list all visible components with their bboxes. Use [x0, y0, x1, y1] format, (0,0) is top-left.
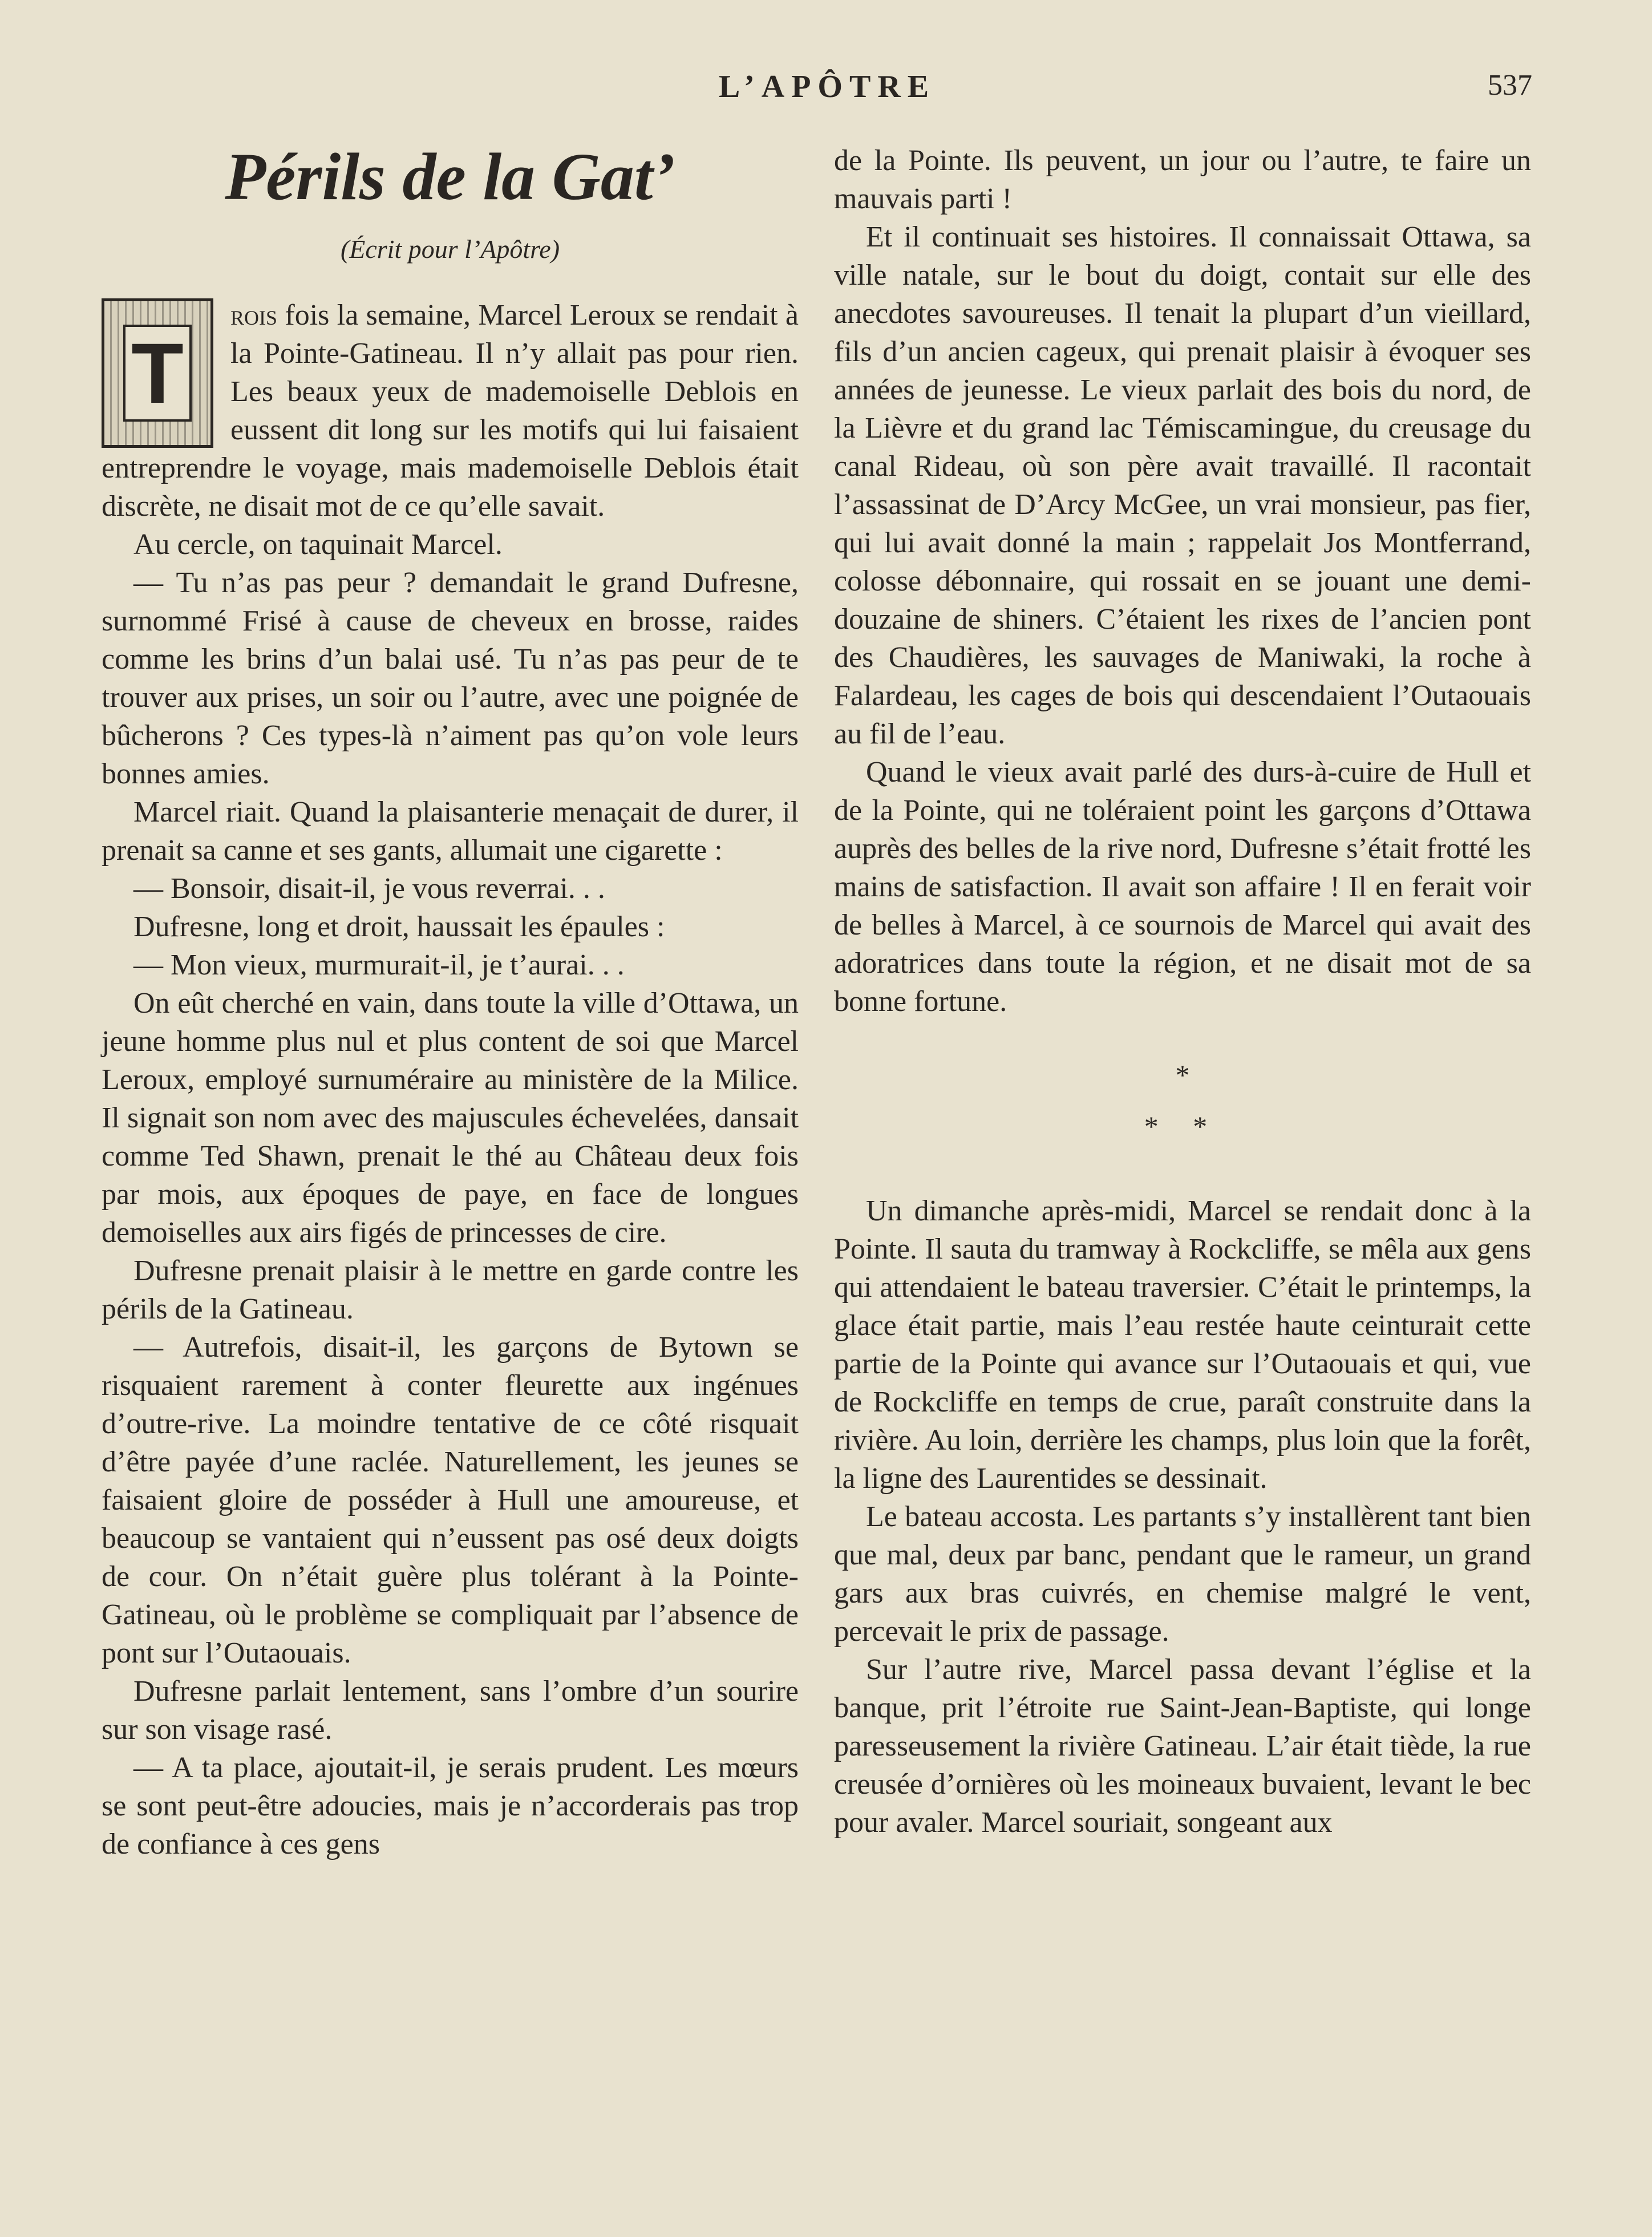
- paragraph: — Mon vieux, murmurait-il, je t’aurai. . .: [133, 948, 625, 981]
- paragraph: On eût cherché en vain, dans toute la ville d’Ottawa, un jeune homme plus nul et plus content de soi que Marcel Leroux, employé surnuméraire au ministère de la Milice. Il signait son nom avec des majuscules échevelées, dansait comme Ted Shawn, prenait le thé au Château deux fois par mois, aux époques de paye, en face de longues demoiselles aux airs figés de princesses de cire.: [102, 986, 799, 1249]
- paragraph: Le bateau accosta. Les partants s’y installèrent tant bien que mal, deux par banc, pendant que le rameur, un grand gars aux bras cuivrés, en chemise malgré le vent, percevait le prix de passage.: [834, 1500, 1531, 1648]
- paragraph-text: fois la semaine, Marcel Leroux se rendait à la Pointe-Gatineau. Il n’y allait pas pour rien. Les beaux yeux de mademoiselle Deblois en eussent dit long sur les motifs qui lui faisaient entreprendre le voyage, mais mademoiselle Deblois était discrète, ne disait mot de ce qu’elle savait.: [102, 298, 799, 523]
- paragraph: — Autrefois, disait-il, les garçons de Bytown se risquaient rarement à conter fleurette aux ingénues d’outre-rive. La moindre tentative de ce côté risquait d’être payée d’une raclée. Naturellement, les jeunes se faisaient gloire de posséder à Hull une amoureuse, et beaucoup se vantaient qui n’eussent pas osé deux doigts de cour. On n’était guère plus tolérant à la Pointe-Gatineau, où le problème se compliquait par l’absence de pont sur l’Outaouais.: [102, 1330, 799, 1669]
- ornamental-drop-cap: [102, 298, 213, 448]
- paragraph: Dufresne, long et droit, haussait les épaules :: [133, 910, 665, 943]
- drop-cap-letter: T: [131, 325, 184, 421]
- paragraph: Dufresne prenait plaisir à le mettre en garde contre les périls de la Gatineau.: [102, 1254, 799, 1325]
- page-number: 537: [1488, 69, 1532, 102]
- paragraph: — Bonsoir, disait-il, je vous reverrai. . .: [133, 872, 605, 905]
- section-break-asterism: [834, 1061, 1531, 1140]
- running-title: L’APÔTRE: [718, 69, 936, 104]
- first-word-rest: rois: [230, 298, 278, 331]
- paragraph: Sur l’autre rive, Marcel passa devant l’église et la banque, prit l’étroite rue Saint-Jean-Baptiste, qui longe paresseusement la rivière Gatineau. L’air était tiède, la rue creusée d’ornières où les moineaux buvaient, levant le bec pour avaler. Marcel souriait, songeant aux: [834, 1653, 1531, 1839]
- opening-paragraph-wrap: [102, 296, 799, 525]
- article-title: Périls de la Gat’: [225, 139, 675, 214]
- asterism-top: *: [1175, 1059, 1190, 1091]
- right-column: [834, 141, 1531, 1842]
- paragraph: Marcel riait. Quand la plaisanterie menaçait de durer, il prenait sa canne et ses gants, allumait une cigarette :: [102, 795, 799, 867]
- paragraph: Un dimanche après-midi, Marcel se rendait donc à la Pointe. Il sauta du tramway à Rockcliffe, se mêla aux gens qui attendaient le bateau traversier. C’était le printemps, la glace était partie, mais l’eau restée haute ceinturait cette partie de la Pointe qui avance sur l’Outaouais et qui, vue de Rockcliffe en temps de crue, paraît construite dans la rivière. Au loin, derrière les champs, plus loin que la forêt, la ligne des Laurentides se dessinait.: [834, 1195, 1531, 1495]
- paragraph: Quand le vieux avait parlé des durs-à-cuire de Hull et de la Pointe, qui ne toléraient point les garçons d’Ottawa auprès des belles de la rive nord, Dufresne s’était frotté les mains de satisfaction. Il avait son affaire ! Il en ferait voir de belles à Marcel, à ce sournois de Marcel qui avait des adoratrices dans toute la région, et ne disait mot de sa bonne fortune.: [834, 756, 1531, 1018]
- left-column: [102, 141, 799, 1863]
- paragraph: — A ta place, ajoutait-il, je serais prudent. Les mœurs se sont peut-être adoucies, mais je n’accorderais pas trop de confiance à ces gens: [102, 1751, 799, 1860]
- paragraph: Au cercle, on taquinait Marcel.: [133, 528, 503, 561]
- paragraph: Et il continuait ses histoires. Il connaissait Ottawa, sa ville natale, sur le bout du doigt, contait sur elle des anecdotes savoureuses. Il tenait la plupart d’un vieillard, fils d’un ancien cageux, qui prenait plaisir à évoquer ses années de jeunesse. Le vieux parlait des bois du nord, de la Lièvre et du grand lac Témiscamingue, du creusage du canal Rideau, où son père avait travaillé. Il racontait l’assassinat de D’Arcy McGee, un vrai monsieur, pas fier, qui lui avait donné la main ; rappelait Jos Montferrand, colosse débonnaire, qui rossait en se jouant une demi-douzaine de shiners. C’étaient les rixes de l’ancien pont des Chaudières, les sauvages de Maniwaki, la roche à Falardeau, les cages de bois qui descendaient l’Outaouais au fil de l’eau.: [834, 221, 1531, 750]
- paragraph: — Tu n’as pas peur ? demandait le grand Dufresne, surnommé Frisé à cause de cheveux en brosse, raides comme les brins d’un balai usé. Tu n’as pas peur de te trouver aux prises, un soir ou l’autre, avec une poignée de bûcherons ? Ces types-là n’aiment pas qu’on vole leurs bonnes amies.: [102, 566, 799, 790]
- drop-cap-frame: [123, 325, 192, 422]
- paragraph: de la Pointe. Ils peuvent, un jour ou l’autre, te faire un mauvais parti !: [834, 144, 1531, 215]
- paragraph: Dufresne parlait lentement, sans l’ombre d’un sourire sur son visage rasé.: [102, 1674, 799, 1746]
- asterism-bottom: * *: [1144, 1110, 1221, 1142]
- article-subtitle: (Écrit pour l’Apôtre): [340, 234, 560, 264]
